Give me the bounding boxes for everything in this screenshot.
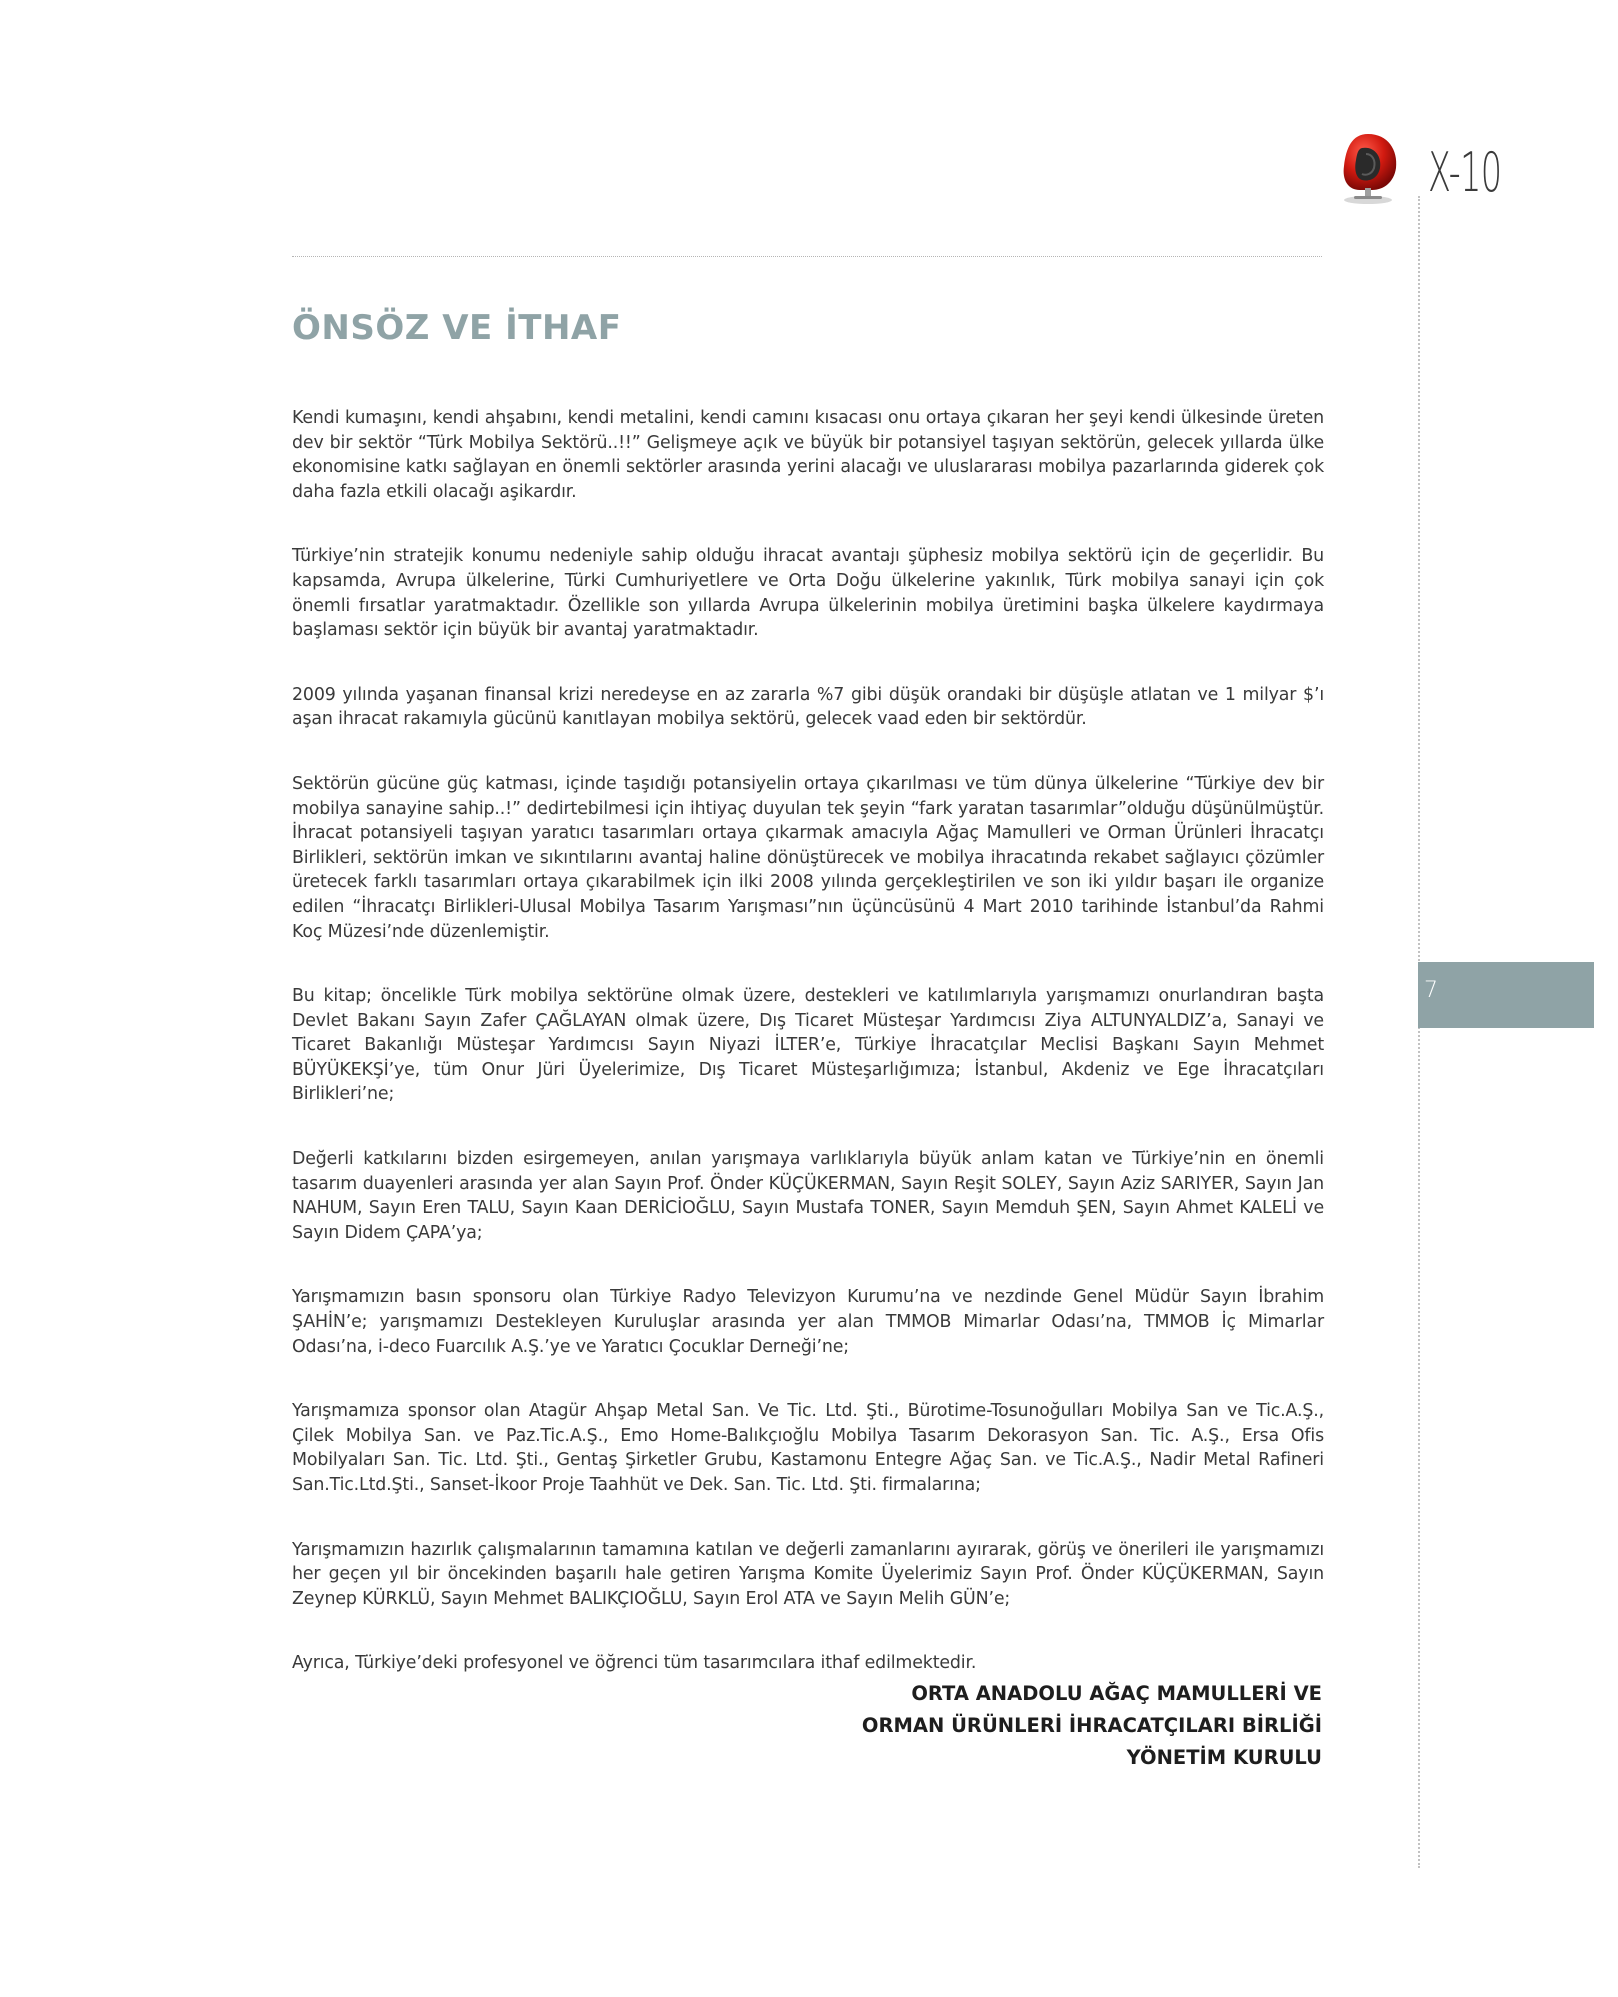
paragraph: Türkiye’nin stratejik konumu nedeniyle sahip olduğu ihracat avantajı şüphesiz mobilya sektörü için de geçerlidir. Bu kapsamda, Avrupa ülkelerine, Türki Cumhuriyetlere ve Orta Doğu ülkelerine yakınlık, Türk mobilya sanayi için çok önemli fırsatlar yaratmaktadır. Özellikle son yıllarda Avrupa ülkelerinin mobilya üretimini başka ülkelere kaydırmaya başlaması sektör için büyük bir avantaj yaratmaktadır. — [292, 546, 1324, 641]
body-text — [292, 406, 1324, 1716]
brand-logo-text: X-10 — [1428, 141, 1502, 204]
paragraph: Değerli katkılarını bizden esirgemeyen, anılan yarışmaya varlıklarıyla büyük anlam katan ve Türkiye’nin en önemli tasarım duayenleri arasında yer alan Sayın Prof. Önder KÜÇÜKERMAN, Sayın Reşit SOLEY, Sayın Aziz SARIYER, Sayın Jan NAHUM, Sayın Eren TALU, Sayın Kaan DERİCİOĞLU, Sayın Mustafa TONER, Sayın Memduh ŞEN, Sayın Ahmet KALELİ ve Sayın Didem ÇAPA’ya; — [292, 1149, 1324, 1243]
paragraph: Yarışmamıza sponsor olan Atagür Ahşap Metal San. Ve Tic. Ltd. Şti., Bürotime-Tosunoğulları Mobilya San ve Tic.A.Ş., Çilek Mobilya San. ve Paz.Tic.A.Ş., Emo Home-Balıkçıoğlu Mobilya Tasarım Dekorasyon San. Tic. A.Ş., Ersa Ofis Mobilyaları San. Tic. Ltd. Şti., Gentaş Şirketler Grubu, Kastamonu Entegre Ağaç San. ve Tic.A.Ş., Nadir Metal Rafineri San.Tic.Ltd.Şti., Sanset-İkoor Proje Taahhüt ve Dek. San. Tic. Ltd. Şti. firmalarına; — [292, 1401, 1324, 1495]
header-divider — [292, 256, 1322, 257]
page-number: 7 — [1424, 978, 1438, 1003]
paragraph: Yarışmamızın basın sponsoru olan Türkiye Radyo Televizyon Kurumu’na ve nezdinde Genel Müdür Sayın İbrahim ŞAHİN’e; yarışmamızı Destekleyen Kuruluşlar arasında yer alan TMMOB Mimarlar Odası’na, TMMOB İç Mimarlar Odası’na, i-deco Fuarcılık A.Ş.’ye ve Yaratıcı Çocuklar Derneği’ne; — [292, 1287, 1324, 1357]
signature-line: ORMAN ÜRÜNLERİ İHRACATÇILARI BİRLİĞİ — [861, 1714, 1322, 1737]
paragraph: Yarışmamızın hazırlık çalışmalarının tamamına katılan ve değerli zamanlarını ayırarak, görüş ve önerileri ile yarışmamızı her geçen yıl bir öncekinden başarılı hale getiren Yarışma Komite Üyelerimiz Sayın Prof. Önder KÜÇÜKERMAN, Sayın Zeynep KÜRKLÜ, Sayın Mehmet BALIKÇIOĞLU, Sayın Erol ATA ve Sayın Melih GÜN’e; — [292, 1539, 1324, 1609]
page-title: ÖNSÖZ VE İTHAF — [292, 308, 622, 348]
paragraph: 2009 yılında yaşanan finansal krizi neredeyse en az zararla %7 gibi düşük orandaki bir düşüşle atlatan ve 1 milyar $’ı aşan ihracat rakamıyla gücünü kanıtlayan mobilya sektörü, gelecek vaad eden bir sektördür. — [292, 684, 1324, 730]
paragraph: Sektörün gücüne güç katması, içinde taşıdığı potansiyelin ortaya çıkarılması ve tüm dünya ülkelerine “Türkiye dev bir mobilya sanayine sahip..!” dedirtebilmesi için ihtiyaç duyulan tek şeyin “fark yaratan tasarımlar”olduğu düşünülmüştür. İhracat potansiyeli taşıyan yaratıcı tasarımları ortaya çıkarmak amacıyla Ağaç Mamulleri ve Orman Ürünleri İhracatçı Birlikleri, sektörün imkan ve sıkıntılarını avantaj haline dönüştürecek ve mobilya ihracatında rekabet sağlayıcı çözümler üretecek farklı tasarımları ortaya çıkarabilmek için ilki 2008 yılında gerçekleştirilen ve son iki yıldır başarı ile organize edilen “İhracatçı Birlikleri-Ulusal Mobilya Tasarım Yarışması”nın üçüncüsünü 4 Mart 2010 tarihinde İstanbul’da Rahmi Koç Müzesi’nde düzenlemiştir. — [292, 773, 1324, 942]
paragraph: Kendi kumaşını, kendi ahşabını, kendi metalini, kendi camını kısacası onu ortaya çıkaran her şeyi kendi ülkesinde üreten dev bir sektör “Türk Mobilya Sektörü..!!” Gelişmeye açık ve büyük bir potansiyel taşıyan sektörün, gelecek yıllarda ülke ekonomisine katkı sağlayan en önemli sektörler arasında yerini alacağı ve uluslararası mobilya pazarlarında giderek çok daha fazla etkili olacağı aşikardır. — [292, 408, 1324, 502]
signature-line: ORTA ANADOLU AĞAÇ MAMULLERİ VE — [911, 1682, 1322, 1705]
chair-logo-icon — [1338, 130, 1400, 206]
signature-line: YÖNETİM KURULU — [1126, 1746, 1322, 1769]
margin-divider — [1418, 196, 1420, 1868]
paragraph: Bu kitap; öncelikle Türk mobilya sektörüne olmak üzere, destekleri ve katılımlarıyla yarışmamızı onurlandıran başta Devlet Bakanı Sayın Zafer ÇAĞLAYAN olmak üzere, Dış Ticaret Müsteşar Yardımcısı Ziya ALTUNYALDIZ’a, Sanayi ve Ticaret Bakanlığı Müsteşar Yardımcısı Sayın Niyazi İLTER’e, Türkiye İhracatçılar Meclisi Başkanı Sayın Mehmet BÜYÜKEKŞİ’ye, tüm Onur Jüri Üyelerimize, Dış Ticaret Müsteşarlığımıza; İstanbul, Akdeniz ve Ege İhracatçıları Birlikleri’ne; — [292, 986, 1324, 1105]
paragraph: Ayrıca, Türkiye’deki profesyonel ve öğrenci tüm tasarımcılara ithaf edilmektedir. — [292, 1653, 977, 1674]
signature-block — [862, 1678, 1322, 1774]
page-number-tab — [1418, 962, 1594, 1028]
